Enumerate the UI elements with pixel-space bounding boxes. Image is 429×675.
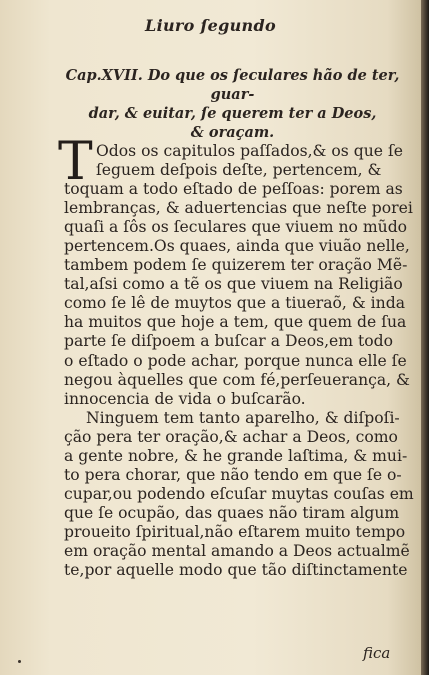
text-line: o eſtado o pode achar, porque nunca elle ſe	[64, 351, 407, 370]
text-line: lembranças, & aduertencias que neſte porei	[64, 199, 413, 218]
text-line: pertencem.Os quaes, ainda que viuão nelle,	[64, 237, 410, 256]
text-line: to pera chorar, que não tendo em que ſe o-	[64, 465, 402, 484]
text-line: cupar,ou podendo eſcuſar muytas couſas em	[64, 484, 414, 503]
text-line: negou àquelles que com fé,perſeuerança, &	[64, 370, 410, 389]
drop-cap: T	[58, 132, 93, 192]
text-line: parte ſe diſpoem a buſcar a Deos,em todo	[64, 332, 394, 351]
catchword: fica	[363, 644, 391, 662]
ink-speck	[18, 660, 21, 663]
paragraph-1	[64, 142, 420, 409]
chapter-heading-line: dar, & euitar, ſe querem ter a Deos,	[88, 105, 377, 122]
chapter-heading	[60, 66, 405, 142]
text-line: tambem podem ſe quizerem ter oração Mẽ-	[64, 256, 408, 275]
text-line: Odos os capitulos paſſados,& os que ſe	[96, 142, 403, 160]
running-head: Liuro ſegundo	[145, 16, 276, 35]
text-line: ha muitos que hoje a tem, que quem de ſua	[64, 313, 407, 332]
text-line: que ſe ocupão, das quaes não tiram algum	[64, 503, 400, 522]
body-text	[64, 142, 420, 580]
text-line: proueito ſpiritual,não eſtarem muito tempo	[64, 522, 406, 541]
chapter-heading-line: Cap.XVII. Do que os ſeculares hão de ter, guar-	[65, 67, 400, 103]
text-line: ſeguem deſpois deſte, pertencem, &	[96, 161, 382, 180]
text-line: como ſe lê de muytos que a tiueraõ, & inda	[64, 294, 405, 313]
text-line: te,por aquelle modo que tão diſtinctamente	[64, 561, 408, 580]
text-line: quaſi a ſôs os ſeculares que viuem no mũdo	[64, 218, 408, 237]
text-line: toquam a todo eſtado de peſſoas: porem as	[64, 180, 403, 199]
text-line: innocencia de vida o buſcarão.	[64, 389, 306, 408]
text-line: em oração mental amando a Deos actualmẽ	[64, 541, 410, 560]
paragraph-2	[64, 409, 420, 580]
text-line: tal,aſsi como a tẽ os que viuem na Religião	[64, 275, 403, 294]
text-line: Ninguem tem tanto aparelho, & diſpoſi-	[86, 408, 400, 427]
chapter-heading-line: & oraçam.	[190, 124, 275, 141]
text-line: ção pera ter oração,& achar a Deos, como	[64, 427, 398, 446]
text-line: a gente nobre, & he grande laſtima, & mui-	[64, 446, 408, 465]
page-edge-shadow	[421, 0, 429, 675]
